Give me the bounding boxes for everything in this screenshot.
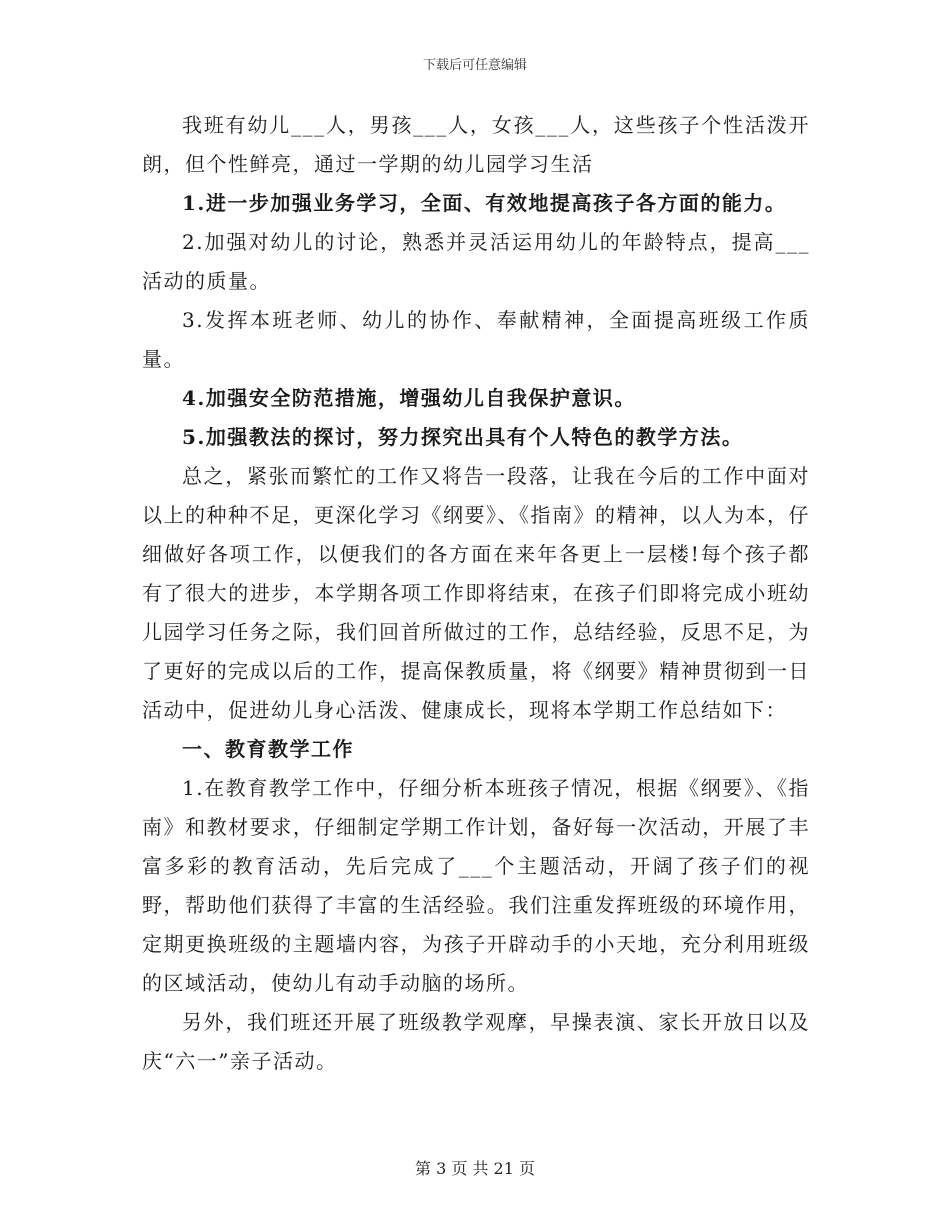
paragraph-class-intro: 我班有幼儿___人，男孩___人，女孩___人，这些孩子个性活泼开朗，但个性鲜亮，通过一学期的幼儿园学习生活: [142, 113, 810, 176]
paragraph-goal-1: 1.进一步加强业务学习，全面、有效地提高孩子各方面的能力。: [182, 191, 787, 215]
page-footer: 第 3 页 共 21 页: [415, 1159, 535, 1178]
document-body: [142, 106, 810, 1081]
paragraph-additional-activities: 另外，我们班还开展了班级教学观摩，早操表演、家长开放日以及庆“六一”亲子活动。: [142, 1010, 810, 1073]
paragraph-education-1: 1.在教育教学工作中，仔细分析本班孩子情况，根据《纲要》、《指南》和教材要求，仔细制定学期工作计划，备好每一次活动，开展了丰富多彩的教育活动，先后完成了___个主题活动，开阔了孩子们的视野，帮助他们获得了丰富的生活经验。我们注重发挥班级的环境作用，定期更换班级的主题墙内容，为孩子开辟动手的小天地，充分利用班级的区域活动，使幼儿有动手动脑的场所。: [142, 776, 810, 995]
paragraph-goal-3: 3.发挥本班老师、幼儿的协作、奉献精神，全面提高班级工作质量。: [142, 308, 810, 371]
paragraph-goal-2: 2.加强对幼儿的讨论，熟悉并灵活运用幼儿的年龄特点，提高___活动的质量。: [142, 230, 810, 293]
paragraph-goal-5: 5.加强教法的探讨，努力探究出具有个人特色的教学方法。: [182, 425, 744, 449]
paragraph-goal-4: 4.加强安全防范措施，增强幼儿自我保护意识。: [182, 386, 636, 410]
section-heading-education: 一、教育教学工作: [182, 737, 354, 761]
paragraph-summary: 总之，紧张而繁忙的工作又将告一段落，让我在今后的工作中面对以上的种种不足，更深化学习《纲要》、《指南》的精神，以人为本，仔细做好各项工作，以便我们的各方面在来年各更上一层楼!每个孩子都有了很大的进步，本学期各项工作即将结束，在孩子们即将完成小班幼儿园学习任务之际，我们回首所做过的工作，总结经验，反思不足，为了更好的完成以后的工作，提高保教质量，将《纲要》精神贯彻到一日活动中，促进幼儿身心活泼、健康成长，现将本学期工作总结如下：: [142, 464, 810, 722]
page-header: 下载后可任意编辑: [422, 58, 527, 73]
